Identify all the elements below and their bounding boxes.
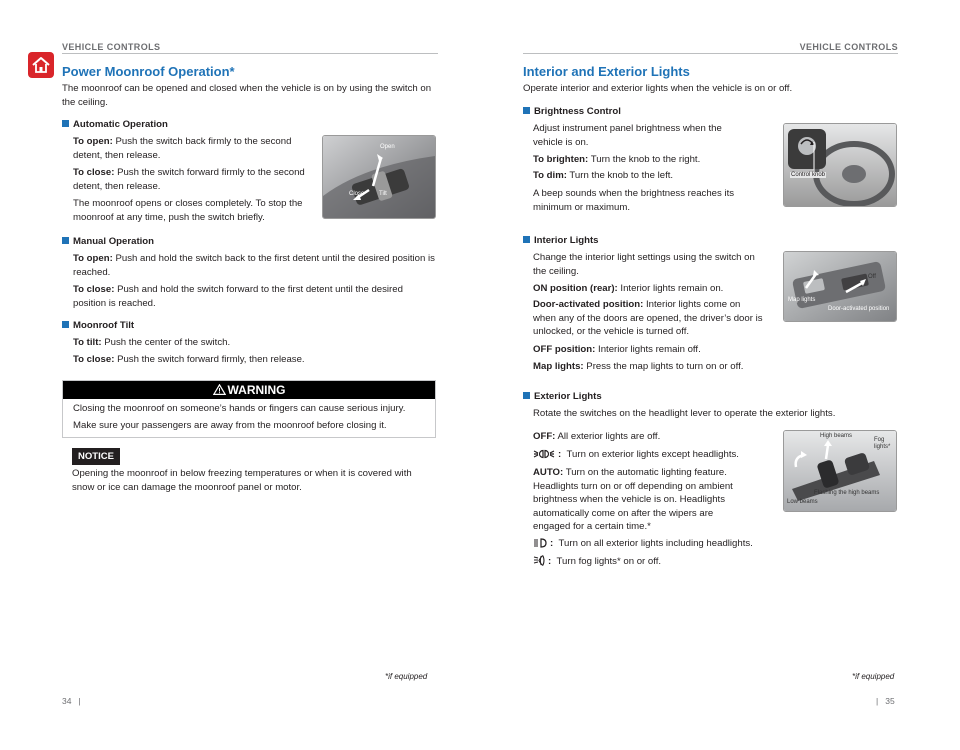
notice-text: Opening the moonroof in below freezing temperatures or when it is covered with snow or ice can damage the moonroof panel or motor. [72,468,412,493]
figure-label-off: Off [868,274,876,280]
warning-line-2: Make sure your passengers are away from the moonroof before closing it. [73,420,387,431]
section-heading-interior: Interior Lights [523,234,599,247]
interior-on-text: ON position (rear): Interior lights remain on. [533,283,724,294]
section-heading-exterior: Exterior Lights [523,390,602,403]
figure-label-close: Close [349,191,365,197]
interior-off-text: OFF position: Interior lights remain off. [533,344,701,355]
figure-label-high-beams: High beams [820,433,853,439]
figure-label-fog-lights: lights* [874,444,891,450]
auto-open-text: To open: Push the switch back firmly to the second detent, then release. [73,136,292,161]
right-footnote: *if equipped [852,672,895,681]
exterior-desc: Rotate the switches on the headlight lever to operate the exterior lights. [533,408,836,419]
exterior-fog-text: : Turn fog lights* on or off. [533,555,773,569]
fog-light-icon [533,555,545,566]
page-title-moonroof: Power Moonroof Operation* [62,64,235,79]
parking-lights-icon [533,449,555,459]
warning-line-1: Closing the moonroof on someone’s hands or fingers can cause serious injury. [73,403,406,414]
section-heading-brightness: Brightness Control [523,105,621,118]
beep-text: A beep sounds when the brightness reaches its minimum or maximum. [533,188,735,213]
exterior-auto-text: AUTO: Turn on the automatic lighting feature. Headlights turn on or off depending on ambient brightness when the vehicle is on. Headlights automatically come on after the wipers are engaged for a certain time.* [533,467,733,532]
moonroof-intro: The moonroof can be opened and closed when the vehicle is on by using the switch on the ceiling. [62,83,432,108]
left-footnote: *if equipped [385,672,428,681]
figure-label-control-knob: Control knob [791,172,826,178]
manual-close-text: To close: Push and hold the switch forward to the first detent until the desired position is reached. [73,284,403,309]
left-header-rule [62,53,438,54]
figure-label-door-activated: Door-activated position [828,306,890,312]
headlight-icon [533,538,547,548]
right-header-rule [523,53,898,54]
exterior-parking-text: : Turn on exterior lights except headlights. [533,448,773,462]
warning-triangle-icon [213,384,226,395]
figure-label-low-beams: Low beams [787,499,818,505]
figure-label-tilt: Tilt [379,191,387,197]
left-page-header: VEHICLE CONTROLS [62,42,161,52]
exterior-headlight-text: : Turn on all exterior lights including headlights. [533,537,778,551]
home-icon [28,52,54,78]
auto-note-text: The moonroof opens or closes completely. To stop the moonroof at any time, push the switch briefly. [73,198,303,223]
exterior-off-text: OFF: All exterior lights are off. [533,431,661,442]
headlight-lever-figure [783,430,897,512]
warning-box [62,380,436,438]
right-page-header: VEHICLE CONTROLS [799,42,898,52]
right-page-number: | 35 [876,696,895,706]
section-heading-tilt: Moonroof Tilt [62,319,134,332]
interior-map-text: Map lights: Press the map lights to turn on or off. [533,361,744,372]
section-heading-manual: Manual Operation [62,235,154,248]
warning-header: WARNING [63,381,435,399]
brighten-text: To brighten: Turn the knob to the right. [533,154,701,165]
tilt-close-text: To close: Push the switch forward firmly, then release. [73,354,305,365]
lights-intro: Operate interior and exterior lights when the vehicle is on or off. [523,83,793,94]
brightness-desc: Adjust instrument panel brightness when the vehicle is on. [533,123,722,148]
notice-badge: NOTICE [72,448,120,465]
interior-desc: Change the interior light settings using the switch on the ceiling. [533,252,755,277]
page-title-lights: Interior and Exterior Lights [523,64,690,79]
figure-label-open: Open [380,144,395,150]
home-button[interactable] [28,52,54,78]
section-heading-automatic: Automatic Operation [62,118,168,131]
left-page-number: 34 | [62,696,81,706]
figure-label-fog: Fog [874,437,885,443]
interior-lights-figure [783,251,897,322]
moonroof-switch-figure [322,135,436,219]
interior-door-text: Door-activated position: Interior lights come on when any of the doors are opened, the driver’s door is unlocked, or the vehicle is turned off. [533,299,763,337]
auto-close-text: To close: Push the switch forward firmly to the second detent, then release. [73,167,305,192]
figure-label-map-lights: Map lights [788,297,816,303]
figure-label-flashing: Flashing the high beams [814,490,880,496]
tilt-text: To tilt: Push the center of the switch. [73,337,231,348]
manual-open-text: To open: Push and hold the switch back to the first detent until the desired position is reached. [73,253,435,278]
control-knob-figure [783,123,897,207]
dim-text: To dim: Turn the knob to the left. [533,170,674,181]
